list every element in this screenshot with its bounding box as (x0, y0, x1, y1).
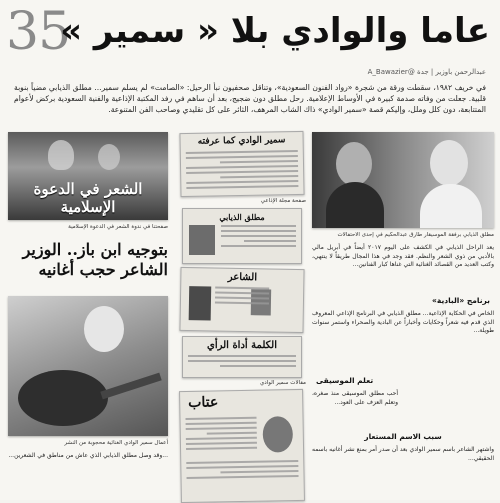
years-number: 35 (6, 2, 71, 62)
right-text-1: يعد الراحل الذيابي في الكشف على اليوم ٢٠١٧ أيضاً في أبريل مالي بالأدبي من ذوي الشعر والنظم. فقد وجد في هذا المجال طريقاً لا ينتهي، وكتب العديد من القصائد الغنائية التي غناها كبار الفنانين... (312, 244, 494, 268)
article-header (0, 0, 500, 62)
clipping-4 (182, 336, 302, 378)
left-column (8, 132, 168, 500)
left-bottom-text: ...وقد وصل مطلق الذيابي الذي عاش من مناطق في الشعرين... (8, 452, 168, 459)
clipping-title: عتاب (188, 394, 219, 411)
right-text-4: أحب مطلق الموسيقى منذ صغره، وتعلم العزف على العود... (312, 390, 398, 406)
right-text-3: واشتهر الشاعر باسم سمير الوادي بعد أن صدر أمر بمنع نشر أغانيه باسمه الحقيقي... (312, 446, 494, 462)
byline: عبدالرحمن باوزير | جدة @A_Bawazier (367, 68, 486, 76)
clipping-5 (179, 389, 305, 503)
player-head (84, 306, 124, 352)
clipping-title: الشاعر (227, 271, 258, 284)
banner-photo (8, 132, 168, 220)
clipping-title: الكلمة أداة الرأي (207, 340, 277, 351)
oud-icon (18, 370, 108, 426)
two-men-photo (312, 132, 494, 228)
clipping-caption-1: صفحة مجلة الإذاعي (260, 198, 306, 204)
man-left (336, 142, 372, 186)
man-right (430, 140, 468, 186)
title-quoted-name: « سمير » (60, 11, 219, 51)
photo-caption: أعمال سمير الوادي الغنائية محجوبة من النشر (64, 440, 168, 446)
sub-head-pseudonym: سبب الاسم المستعار (364, 432, 442, 441)
banner-text: الشعر في الدعوة الإسلامية (33, 180, 143, 216)
right-text-2: الخاص في الحكاية الإذاعية... مطلق الذيابي في البرنامج الإذاعي المعروف الذي قدم فيه شعراً وحكايات وأخباراً عن البادية والصحراء واستمر سنوات طويلة... (312, 310, 494, 334)
clipping-caption-2: مقالات سمير الوادي (259, 380, 306, 386)
left-headline: بتوجيه ابن باز.. الوزير الشاعر حجب أغانيه (22, 240, 168, 279)
title-main: عاما والوادي بلا (230, 11, 490, 51)
sub-head-music: تعلم الموسيقى (316, 376, 374, 385)
clipping-title: مطلق الذيابي (219, 212, 265, 222)
clipping-title: سمير الوادي كما عرفته (197, 135, 286, 147)
clipping-2 (182, 208, 302, 264)
intro-paragraph: في خريف ١٩٨٢، سقطت ورقة من شجرة «رواد الفنون السعودية»، وتناقل صحفيون نبأ الرحيل: «الصامت» لم يسلم سمير... مطلق الذيابي مضياً بنوبة قلبية. جعلت من وفاته صدمة كبيرة في الأوساط الإعلامية. رحل مطلق دون ضجيج، بعد أن ساهم في رفد المكتبة الإذاعية والفنية السعودية بركض لأعوام المتتابعة، دون كلل وملل، وإليكم قصة «سمير الوادي» ذاك الشاب المرهف، الثائر على كل تقليدي وصاحب الفن المتنوعة. (14, 83, 486, 114)
sub-head-badia: برنامج «البادية» (432, 296, 490, 305)
headline-title (60, 6, 490, 56)
right-column (312, 132, 494, 500)
clipping-3 (179, 267, 304, 333)
middle-column (176, 132, 306, 500)
banner-caption: صفحتنا في ندوة الشعر في الدعوة الإسلامية (68, 224, 168, 230)
clipping-1 (179, 131, 304, 197)
oud-player-photo (8, 296, 168, 436)
right-photo-caption: مطلق الذيابي برفقة الموسيقار طارق عبدالحكيم في إحدى الاحتفالات (337, 232, 494, 238)
